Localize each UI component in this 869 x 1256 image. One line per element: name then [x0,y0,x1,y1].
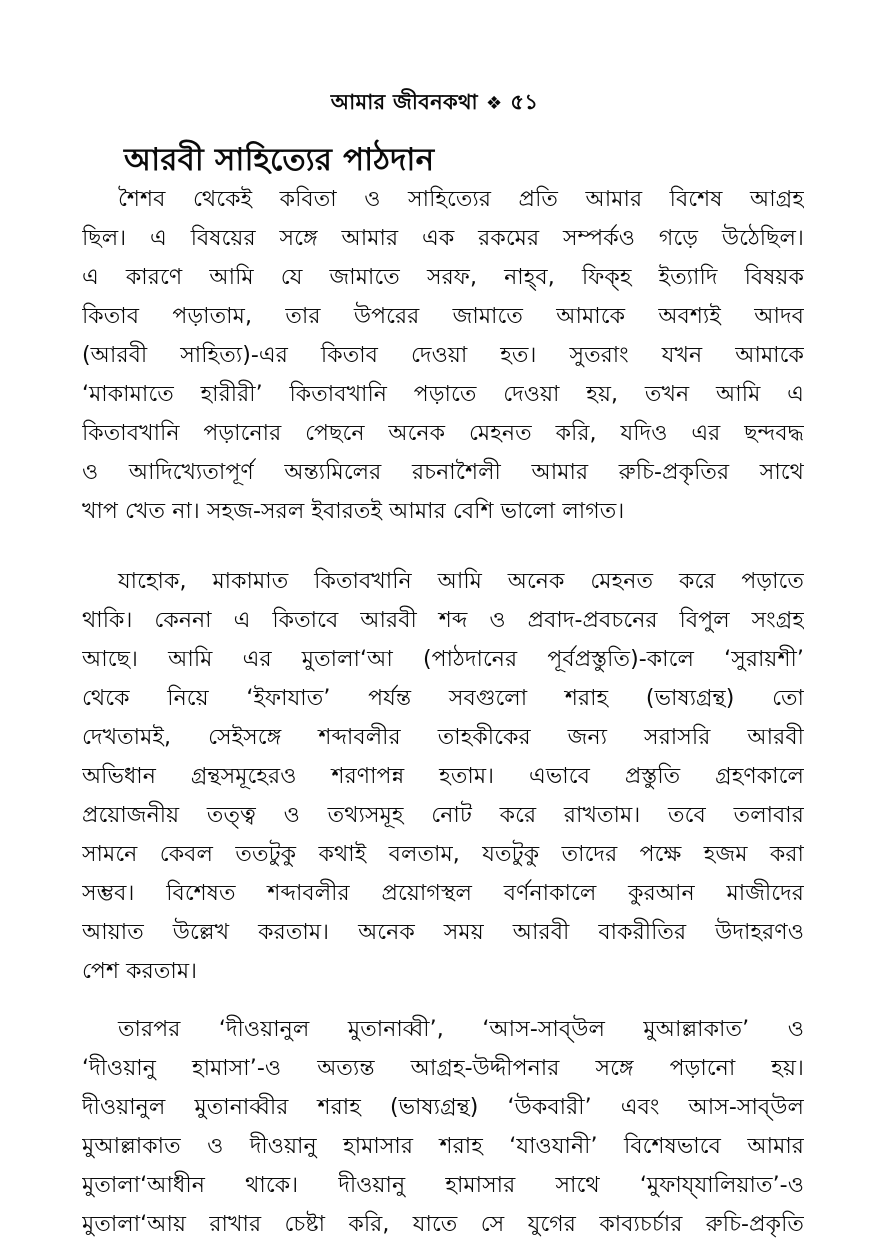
text-line: ও আদিখ্যেতাপূর্ণ অন্ত্যমিলের রচনাশৈলী আমার রুচি-প্রকৃতির সাথে [82,460,804,485]
text-line: থেকে নিয়ে ‘ইফাযাত’ পর্যন্ত সবগুলো শরাহ (ভাষ্যগ্রন্থ) তো [82,686,804,711]
text-line: এ কারণে আমি যে জামাতে সরফ, নাহ্‌ব, ফিক্‌হ ইত্যাদি বিষয়ক [82,265,804,290]
text-line: কিতাবখানি পড়ানোর পেছনে অনেক মেহনত করি, যদিও এর ছন্দবদ্ধ [82,421,804,446]
text-line: তারপর ‘দীওয়ানুল মুতানাব্বী’, ‘আস-সাব্‌উল মুআল্লাকাত’ ও [118,1017,804,1042]
text-line: আয়াত উল্লেখ করতাম। অনেক সময় আরবী বাকরীতির উদাহরণও [82,920,804,945]
book-title: আমার জীবনকথা [330,90,478,114]
paragraph [82,1010,804,1244]
paragraph [82,562,804,991]
text-line: দীওয়ানুল মুতানাব্বীর শরাহ (ভাষ্যগ্রন্থ) ‘উকবারী’ এবং আস-সাব্‌উল [82,1095,804,1120]
text-line: সামনে কেবল ততটুকু কথাই বলতাম, যতটুকু তাদের পক্ষে হজম করা [82,842,804,867]
text-line: (আরবী সাহিত্য)-এর কিতাব দেওয়া হত। সুতরাং যখন আমাকে [82,343,804,368]
paragraph [82,180,804,531]
text-line: সম্ভব। বিশেষত শব্দাবলীর প্রয়োগস্থল বর্ণনাকালে কুরআন মাজীদের [82,881,804,906]
text-line: যাহোক, মাকামাত কিতাবখানি আমি অনেক মেহনত করে পড়াতে [118,569,804,594]
page-number: ৫১ [510,90,539,114]
text-line: খাপ খেত না। সহজ-সরল ইবারতই আমার বেশি ভালো লাগত। [82,499,625,524]
text-line: প্রয়োজনীয় তত্ত্ব ও তথ্যসমূহ নোট করে রাখতাম। তবে তলাবার [82,803,804,828]
text-line: ‘দীওয়ানু হামাসা’-ও অত্যন্ত আগ্রহ-উদ্দীপনার সঙ্গে পড়ানো হয়। [82,1056,804,1081]
text-line: মুআল্লাকাত ও দীওয়ানু হামাসার শরাহ ‘যাওযানী’ বিশেষভাবে আমার [82,1134,804,1159]
text-line: দেখতামই, সেইসঙ্গে শব্দাবলীর তাহকীকের জন্য সরাসরি আরবী [82,725,804,750]
text-line: শৈশব থেকেই কবিতা ও সাহিত্যের প্রতি আমার বিশেষ আগ্রহ [118,187,804,212]
ornament-icon: ❖ [485,93,503,114]
text-line: ছিল। এ বিষয়ের সঙ্গে আমার এক রকমের সম্পর্কও গড়ে উঠেছিল। [82,226,804,251]
chapter-title: আরবী সাহিত্যের পাঠদান [124,142,435,178]
text-line: থাকি। কেননা এ কিতাবে আরবী শব্দ ও প্রবাদ-প্রবচনের বিপুল সংগ্রহ [82,608,804,633]
text-line: ‘মাকামাতে হারীরী’ কিতাবখানি পড়াতে দেওয়া হয়, তখন আমি এ [82,382,804,407]
text-line: পেশ করতাম। [82,959,198,984]
text-line: আছে। আমি এর মুতালা‘আ (পাঠদানের পূর্বপ্রস্তুতি)-কালে ‘সুরায়শী’ [82,647,804,672]
text-line: মুতালা‘আয় রাখার চেষ্টা করি, যাতে সে যুগের কাব্যচর্চার রুচি-প্রকৃতি [82,1212,804,1237]
text-line: কিতাব পড়াতাম, তার উপরের জামাতে আমাকে অবশ্যই আদব [82,304,804,329]
text-line: অভিধান গ্রন্থসমূহেরও শরণাপন্ন হতাম। এভাবে প্রস্তুতি গ্রহণকালে [82,764,804,789]
text-line: মুতালা‘আধীন থাকে। দীওয়ানু হামাসার সাথে ‘মুফায্‌যালিয়াত’-ও [82,1173,804,1198]
running-header [0,86,869,121]
